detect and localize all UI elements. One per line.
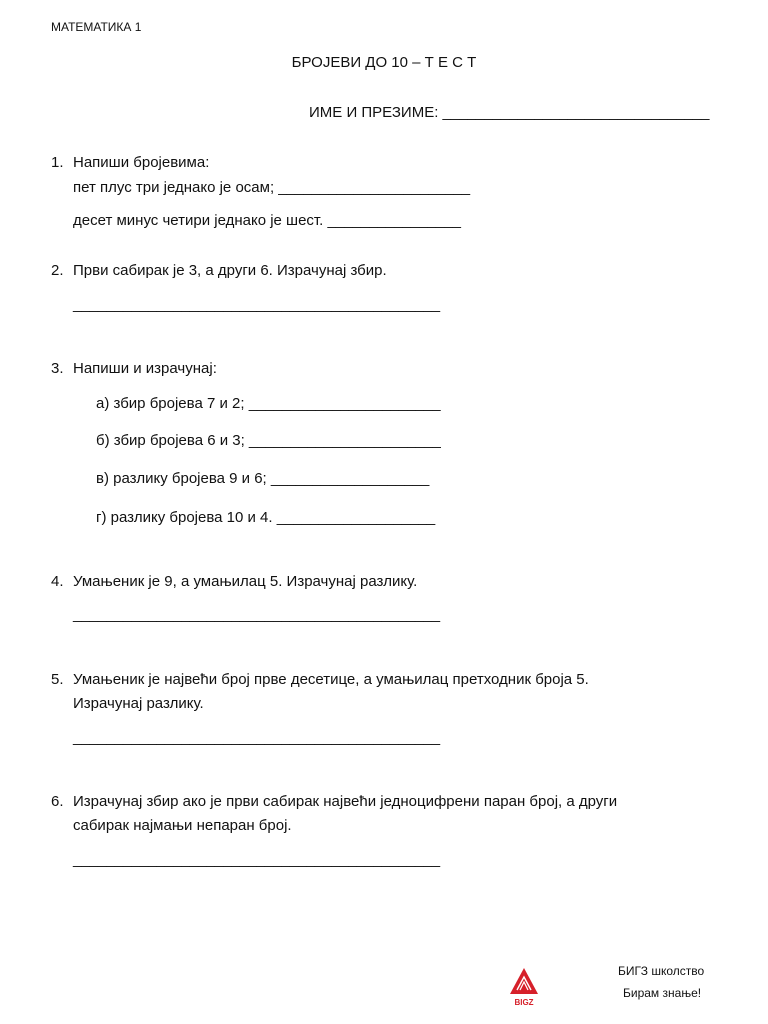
test-title: БРОЈЕВИ ДО 10 – Т Е С Т	[291, 54, 477, 71]
subitem-g: г) разлику бројева 10 и 4. ___________________	[96, 509, 436, 526]
task-text: сабирак најмањи непаран број.	[73, 817, 292, 834]
task-text: Напиши и израчунај:	[73, 360, 217, 377]
answer-line: ____________________________________________	[73, 296, 441, 313]
task-text: Израчунај збир ако је први сабирак највећи једноцифрени паран број, а други	[73, 793, 618, 810]
task-number: 4.	[51, 573, 64, 590]
subitem-b: б) збир бројева 6 и 3; _______________________	[96, 432, 441, 449]
task-number: 6.	[51, 793, 64, 810]
bigz-logo	[508, 966, 540, 1008]
answer-line: ____________________________________________	[73, 851, 441, 868]
subitem-v: в) разлику бројева 9 и 6; ___________________	[96, 470, 430, 487]
task-text: Умањеник је 9, а умањилац 5. Израчунај разлику.	[73, 573, 418, 590]
task-text: Израчунај разлику.	[73, 695, 204, 712]
task-text: Умањеник је највећи број прве десетице, а умањилац претходник броја 5.	[73, 671, 589, 688]
task-number: 5.	[51, 671, 64, 688]
publisher-slogan: Бирам знање!	[623, 986, 702, 1000]
task-text: Први сабирак је 3, а други 6. Израчунај збир.	[73, 262, 387, 279]
subject-label: МАТЕМАТИКА 1	[51, 20, 142, 34]
answer-line: ____________________________________________	[73, 729, 441, 746]
task-number: 1.	[51, 154, 64, 171]
answer-line: ____________________________________________	[73, 606, 441, 623]
task-text: десет минус четири једнако је шест. ________________	[73, 212, 461, 229]
task-text: Напиши бројевима:	[73, 154, 210, 171]
logo-text: BIGZ	[514, 998, 534, 1007]
publisher-name: БИГЗ школство	[618, 964, 705, 978]
task-number: 3.	[51, 360, 64, 377]
task-text: пет плус три једнако је осам; _______________________	[73, 179, 471, 196]
name-field: ИМЕ И ПРЕЗИМЕ: ________________________________	[309, 104, 710, 121]
subitem-a: а) збир бројева 7 и 2; _______________________	[96, 395, 441, 412]
task-number: 2.	[51, 262, 64, 279]
